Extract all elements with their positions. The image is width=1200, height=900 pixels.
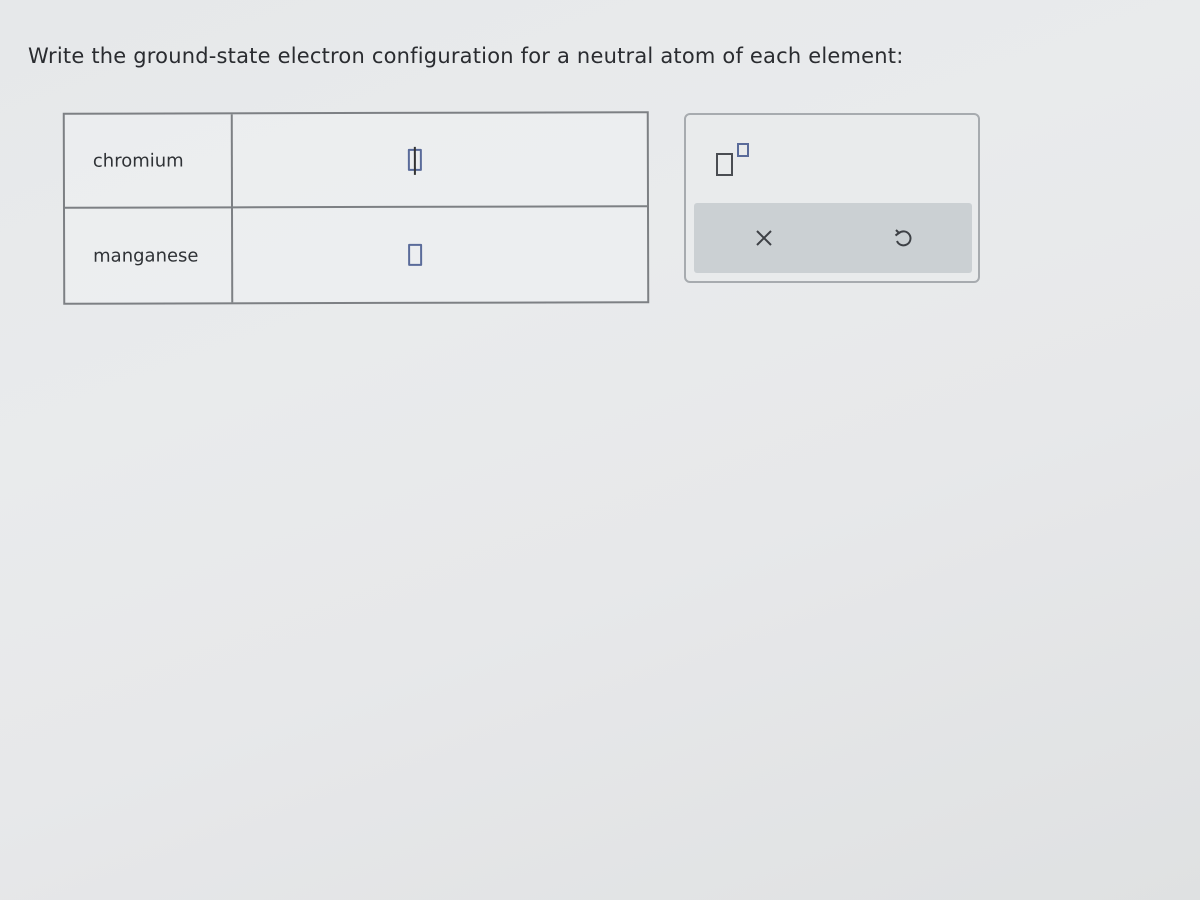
answer-cell-manganese[interactable] <box>233 207 647 302</box>
answer-table <box>63 111 650 305</box>
superscript-base-box-icon <box>716 153 733 176</box>
x-icon <box>755 229 773 247</box>
clear-button[interactable] <box>734 213 794 263</box>
superscript-button[interactable] <box>716 143 766 179</box>
answer-cell-chromium[interactable] <box>233 113 647 208</box>
element-label-chromium: chromium <box>65 114 233 208</box>
math-palette <box>684 113 980 283</box>
palette-action-bar <box>694 203 972 273</box>
element-label-manganese: manganese <box>65 208 233 302</box>
superscript-exponent-box-icon <box>737 143 749 157</box>
answer-input-manganese[interactable] <box>408 244 422 266</box>
undo-icon <box>892 227 914 249</box>
answer-input-chromium[interactable] <box>408 149 422 171</box>
question-prompt: Write the ground-state electron configuration for a neutral atom of each element: <box>28 44 904 68</box>
undo-button[interactable] <box>873 213 933 263</box>
